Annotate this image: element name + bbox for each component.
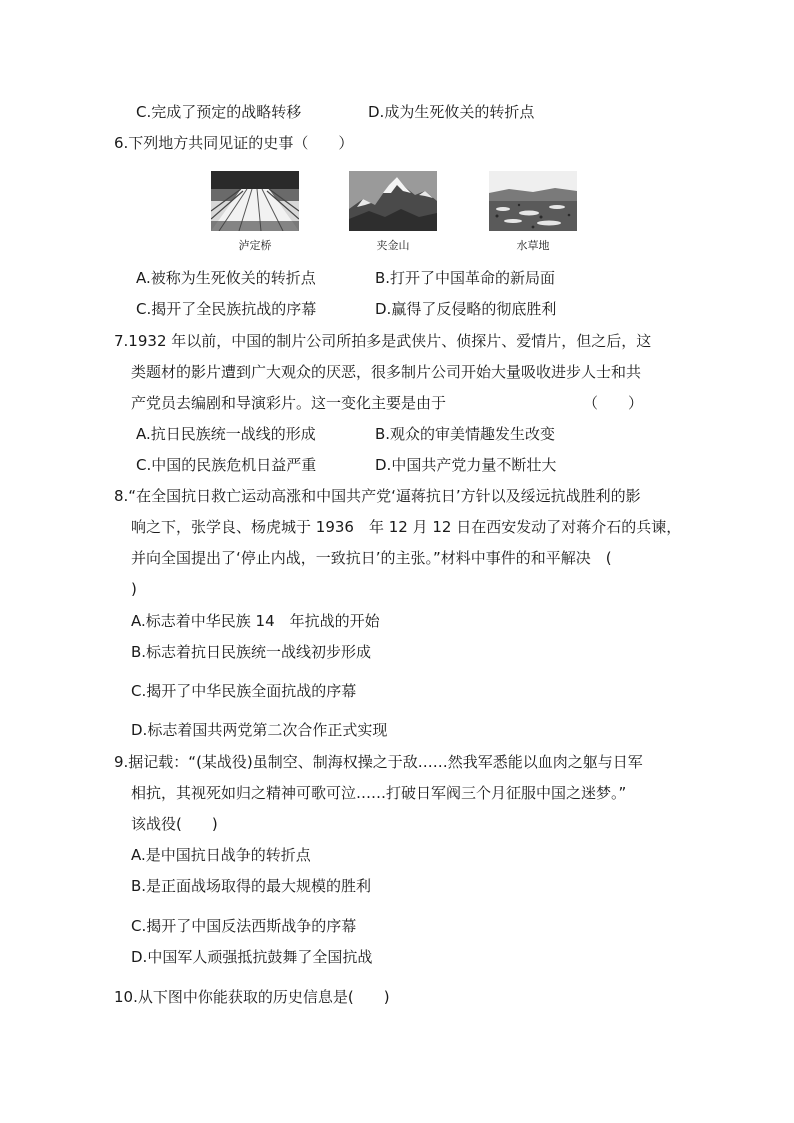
q9-option-d: D.中国军人顽强抵抗鼓舞了全国抗战 xyxy=(131,948,373,966)
q9-option-a: A.是中国抗日战争的转折点 xyxy=(131,846,311,864)
q6-option-a: A.被称为生死攸关的转折点 xyxy=(136,269,316,287)
grassland-photo xyxy=(489,171,577,231)
bridge-caption: 泸定桥 xyxy=(238,239,272,252)
q5-option-c: C.完成了预定的战略转移 xyxy=(136,103,302,121)
q9-stem-line-1: 9.据记载：“(某战役)虽制空、制海权操之于敌……然我军悉能以血肉之躯与日军 xyxy=(114,753,643,771)
q6-option-b: B.打开了中国革命的新局面 xyxy=(375,269,556,287)
q8-option-d: D.标志着国共两党第二次合作正式实现 xyxy=(131,721,388,739)
q7-stem-line-2: 类题材的影片遭到广大观众的厌恶，很多制片公司开始大量吸收进步人士和共 xyxy=(131,363,642,381)
q10-stem: 10.从下图中你能获取的历史信息是( ) xyxy=(114,988,390,1006)
mountain-caption: 夹金山 xyxy=(376,239,410,252)
q8-stem-line-3: 并向全国提出了‘停止内战，一致抗日’的主张。”材料中事件的和平解决 ( xyxy=(131,549,612,567)
q9-option-c: C.揭开了中国反法西斯战争的序幕 xyxy=(131,917,357,935)
q9-option-b: B.是正面战场取得的最大规模的胜利 xyxy=(131,877,372,895)
q7-stem-line-3: 产党员去编剧和导演彩片。这一变化主要是由于 xyxy=(131,394,447,412)
q8-option-a: A.标志着中华民族 14 年抗战的开始 xyxy=(131,612,380,630)
bridge-photo xyxy=(211,171,299,231)
q6-option-d: D.赢得了反侵略的彻底胜利 xyxy=(375,300,557,318)
q8-stem-line-2: 响之下，张学良、杨虎城于 1936 年 12 月 12 日在西安发动了对蒋介石的兵谏， xyxy=(131,518,682,536)
q9-stem-line-2: 相抗，其视死如归之精神可歌可泣……打破日军阀三个月征服中国之迷梦。” xyxy=(131,784,627,802)
q6-stem: 6.下列地方共同见证的史事（ ） xyxy=(114,134,354,152)
q7-option-a: A.抗日民族统一战线的形成 xyxy=(136,425,316,443)
q7-option-b: B.观众的审美情趣发生改变 xyxy=(375,425,556,443)
q9-stem-line-3: 该战役( ) xyxy=(131,815,218,833)
snow-mountain-photo xyxy=(349,171,437,231)
q8-stem-line-1: 8.“在全国抗日救亡运动高涨和中国共产党‘逼蒋抗日’方针以及绥远抗战胜利的影 xyxy=(114,487,641,505)
grassland-caption: 水草地 xyxy=(516,239,550,252)
q7-answer-paren: （ ） xyxy=(583,394,644,412)
q8-option-c: C.揭开了中华民族全面抗战的序幕 xyxy=(131,682,357,700)
q7-option-c: C.中国的民族危机日益严重 xyxy=(136,456,317,474)
q7-stem-line-1: 7.1932 年以前，中国的制片公司所拍多是武侠片、侦探片、爱情片，但之后，这 xyxy=(114,332,652,350)
q7-option-d: D.中国共产党力量不断壮大 xyxy=(375,456,557,474)
q8-option-b: B.标志着抗日民族统一战线初步形成 xyxy=(131,643,372,661)
q5-option-d: D.成为生死攸关的转折点 xyxy=(368,103,535,121)
q6-option-c: C.揭开了全民族抗战的序幕 xyxy=(136,300,317,318)
q8-stem-line-4: ) xyxy=(131,580,137,598)
